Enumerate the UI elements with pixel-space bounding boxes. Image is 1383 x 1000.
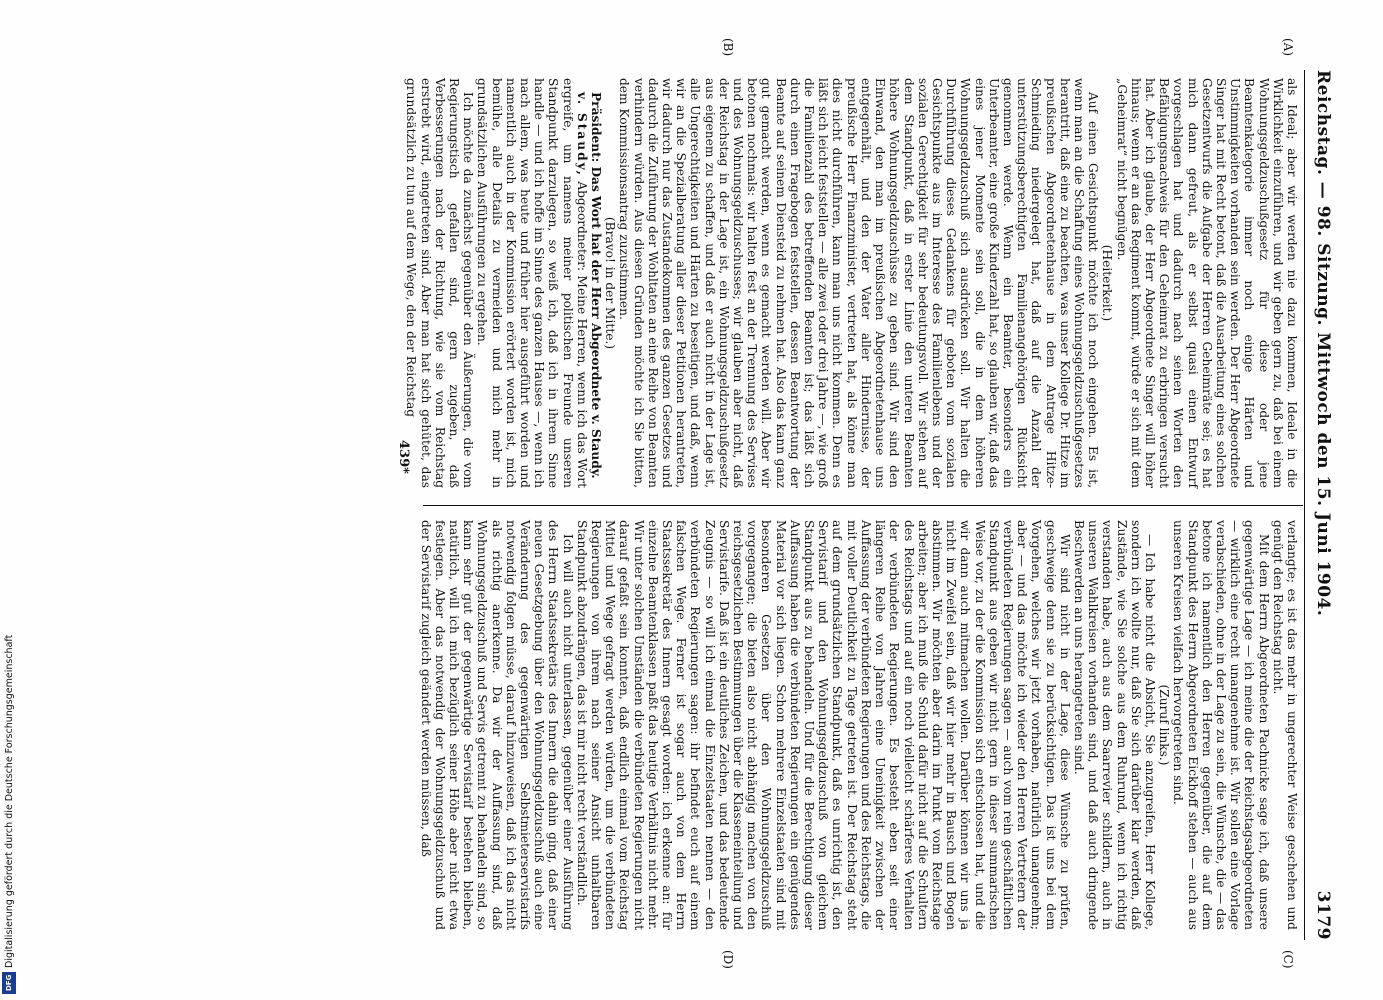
margin-mark-c: (C) [1281,950,1295,969]
column-divider [423,505,1303,506]
left-paragraph-2: Auf einen Gesichtspunkt möchte ich noch eingehen. Es ist, wenn man an die Schaffung eines Wohnungsgeldzuschußgesetzes herantritt, daß eine zu beachten, was unser Kollege Dr. Hitze im preußischen Abgeordnetenhause in dem Antrage Hitze-Schmieding niedergelegt hat, daß auf die Anzahl der unterstützungsberechtigten Familienangehörigen Rücksicht genommen werde. Wenn ein Beamter, besonders ein Unterbeamter, eine große Kinderzahl hat, so glauben wir, daß das eines jener Momente sein soll, die in dem höheren Wohnungsgeldzuschuß sich ausdrücken soll. Wir halten die Durchführung dieses Gedankens für geboten vom sozialen Gesichtspunkte aus im Interesse des Familienlebens und der sozialen Gerechtigkeit für sehr bedeutungsvoll. Wir stehen auf dem Standpunkt, daß in erster Linie den unteren Beamten höhere Wohnungsgeldzuschüsse zu geben sind. Wir sind den Einwand, den man im preußischen Abgeordnetenhause uns entgegenhält, und den der Vater aller Hindernisse, der preußische Herr Finanzminister, vertreten hat, als könne man dies nicht durchführen, kann man uns nicht kommen. Denn es läßt sich leicht feststellen — alle zwei oder drei Jahre —, wie groß die Familienzahl des betreffenden Beamten ist; das läßt sich durch einen Fragebogen feststellen, dessen Beantwortung der Beamte auf seinem Diensteid zu nehmen hat. Also das kann ganz gut gemacht werden, wenn es gemacht werden will. Aber wir betonen nochmals: wir halten fest an der Trennung des Servises und des Wohnungsgeldzuschusses; wir glauben aber nicht, daß der Reichstag in der Lage ist, ein Wohnungsgeldzuschußgesetz aus eigenem zu schaffen, und daß er auch nicht in der Lage ist, alle Ungerechtigkeiten und Härten zu beseitigen, und daß, wenn wir an die Spezialberatung aller dieser Petitionen herantreten, wir dadurch nur das Zustandekommen des ganzen Gesetzes und dadurch die Zuführung der Wohltaten an eine Reihe von Beamten verhindern würden. Aus diesen Gründen möchte ich Sie bitten, dem Kommissionsantrag zuzustimmen. [617,78,1101,488]
running-header [1307,70,1333,940]
page-number: 3179 [1313,890,1333,940]
dfg-logo: DFG [2,972,16,994]
left-paragraph-4: Ich möchte da zunächst gegenüber den Äußerungen, die vom Regierungstisch gefallen sind, gern zugeben, daß Verbesserungen nach der Richtung, wie sie vom Reichstag erstrebt wird, eingetreten sind. Aber man hat sich gehütet, das grundsätzlich zu tun auf dem Wege, den der Reichstag [404,78,476,488]
right-paragraph-3: — Ich habe nicht die Absicht, Sie anzugreifen, Herr Kollege, sondern ich wollte nur, daß Sie sich darüber klar werden, daß Zustände, wie Sie solche aus dem Ruhrund, wenn ich richtig verstanden habe, auch aus dem Saarrevier schildern, auch in unseren Wahlkreisen vorhanden sind, und daß auch dringende Beschwerden an uns herangetreten sind. [1071,520,1157,930]
president-remark: Präsident: Das Wort hat der Herr Abgeordnete v. Staudy. [589,92,604,479]
left-reaction-1: (Heiterkeit.) [1100,244,1115,322]
right-paragraph-4: Wir sind nicht in der Lage, diese Wünsche zu prüfen, geschweige denn sie zu berücksichtigen. Das ist uns bei dem Vorgehen, welches wir jetzt vorhaben, natürlich unangenehm; aber — und das möchte ich wieder den Herren Vertretern der verbündeten Regierungen sagen — auch vom rein geschäftlichen Standpunkt aus geben wir nicht gern in dieser summarischen Weise vor, zu der die Kommission sich entschlossen hat, und die wir dann auch mitmachen wollen. Darüber können wir uns ja nicht im Zweifel sein, daß wir hier mehr in Bausch und Bogen abstimmen. Wir möchten aber darin im Punkt vom Reichstage arbeiten; aber ich muß die Schuld dafür nicht auf die Schultern des Reichstags und auf ein noch vielleicht schärferes Verhalten der verbündeten Regierungen. Es besteht eben seit einer längeren Reihe von Jahren eine Uneinigkeit zwischen der Auffassung der verbündeten Regierungen und des Reichstags, die mit voller Deutlichkeit zu Tage getreten ist. Der Reichstag steht auf dem grundsätzlichen Standpunkt, daß es unrichtig ist, den Servistarif und den Wohnungsgeldzuschuß von gleichem Standpunkt aus zu behandeln. Und für die Berechtigung dieser Auffassung haben die verbündeten Regierungen ein genügendes Material vor sich liegen. Schon mehrere Einzelstaaten sind mit besonderen Gesetzen über den Wohnungsgeldzuschuß vorgegangen; die bieten also nicht abhängig machen von den reichsgesetzlichen Bestimmungen über die Klasseneinteilung und Servistarife. Daß ist ein deutliches Zeichen, und das bedeutende Zeugnis — so will ich einmal die Einzelstaaten nennen — den verbündeten Regierungen sagen: ihr befindet euch auf einem falschen Wege. Ferner ist sogar auch von dem Herrn Staatssekretär des Innern gesagt worden: ich erkenne an: für einzelne Beamtenklassen paßt das heutige Verhältnis nicht mehr. Wir unter solchen Umständen die verbündeten Regierungen nicht darauf gefaßt sein konnten, daß endlich einmal vom Reichstag Mittel und Wege gefragt werden würden, um die verbündeten Regierungen von ihrem nach seiner Ansicht unhaltbaren Standpunkt abzudrängen, das ist mir nicht recht verständlich. [574,520,1072,930]
left-paragraph-1: als Ideal; aber wir werden nie dazu kommen, Ideale in die Wirklichkeit einzuführen, und wir geben gern zu, daß bei einem Wohnungsgeldzuschußgesetz für diese oder jene Beamtenkategorie immer noch einige Härten und Unstimmigkeiten vorhanden sein werden. Der Herr Abgeordnete Singer hat mit Recht betont, daß die Ausarbeitung eines solchen Gesetzentwurfs die Aufgabe der Herren Geheimräte sei; es hat mich dann gefreut, als er selbst quasi einen Entwurf vorgeschlagen hat und dadurch nach seinen Worten den Befähigungsnachweis für den Geheimrat zu erbringen versucht hat. Aber ich glaube, der Herr Abgeordnete Singer will höher hinaus; wenn er an das Regiment kommt, würde er sich mit dem „Geheimrat“ nicht begnügen. [1114,78,1299,488]
page-signature: 439* [396,440,411,474]
right-paragraph-5: Ich will auch nicht unterlassen, gegenüber einer Ausführung des Herrn Staatssekretärs des Innern die dahin ging, daß einer neuen Gesetzgebung über den Wohnungsgeldzuschuß auch eine Veränderung des gegenwärtigen Selbstmieterservistarifs notwendig folgen müsse, darauf hinzuweisen, daß ich das nicht als richtig anerkenne. Da wir der Auffassung sind, daß Wohnungsgeldzuschuß und Servis getrennt zu behandeln sind, so kann sehr gut der gegenwärtige Servistarif bestehen bleiben, natürlich, will ich mich bezüglich seiner Höhe aber nicht etwa festlegen. Aber das notwendig der Wohnungsgeldzuschuß und der Servistarif zugleich geändert werden müssen, daß [418,520,575,930]
margin-mark-b: (B) [721,38,735,57]
right-column [418,520,1299,930]
right-paragraph-2: Mit dem Herrn Abgeordneten Pachnicke sage ich, daß unsere gegenwärtige Lage — ich meine die der Reichstagsabgeordneten — wirklich eine recht unangenehme ist. Wir sollen eine Vorlage verabschieden, ohne in der Lage zu sein, die Wünsche, die — das betone ich namentlich den Herren gegenüber, die auf dem Standpunkt des Herrn Abgeordneten Eickhoff stehen — auch aus unseren Kreisen vielfach hervorgetreten sind. [1171,520,1271,930]
left-paragraph-3 [475,78,589,488]
left-column [404,78,1299,488]
header-title: Reichstag. — 98. Sitzung. Mittwoch den 15. Juni 1904. [1313,70,1333,617]
margin-mark-d: (D) [721,950,735,969]
margin-mark-a: (A) [1281,38,1295,57]
digitization-note: Digitalisierung gefördert durch die Deutsche Forschungsgemeinschaft [4,634,15,968]
right-reaction-1: (Zuruf links.) [1157,684,1172,766]
left-reaction-2: (Bravo! in der Mitte.) [603,216,618,350]
speaker-name: v. Staudy, [574,92,589,177]
right-paragraph-1: verlangte; es ist das mehr in ungerechter Weise geschehen und genügt den Reichstag nicht. [1270,520,1299,930]
header-rule [1304,70,1305,940]
speaker-text: Abgeordneter: Meine Herren, wenn ich das Wort ergreife, um namens meiner politischen Freunde unseren Standpunkt darzulegen, so weiß ich, daß ich in ihrem Sinne handle — und ich hoffe im Sinne des ganzen Hauses —, wenn ich nach allem, was heute und früher hier ausgeführt worden und namentlich auch in der Kommission erörtert worden ist, mich bemühe, alle Details zu vermeiden und mich mehr in grundsätzlichen Ausführungen zu ergehen. [475,78,589,489]
